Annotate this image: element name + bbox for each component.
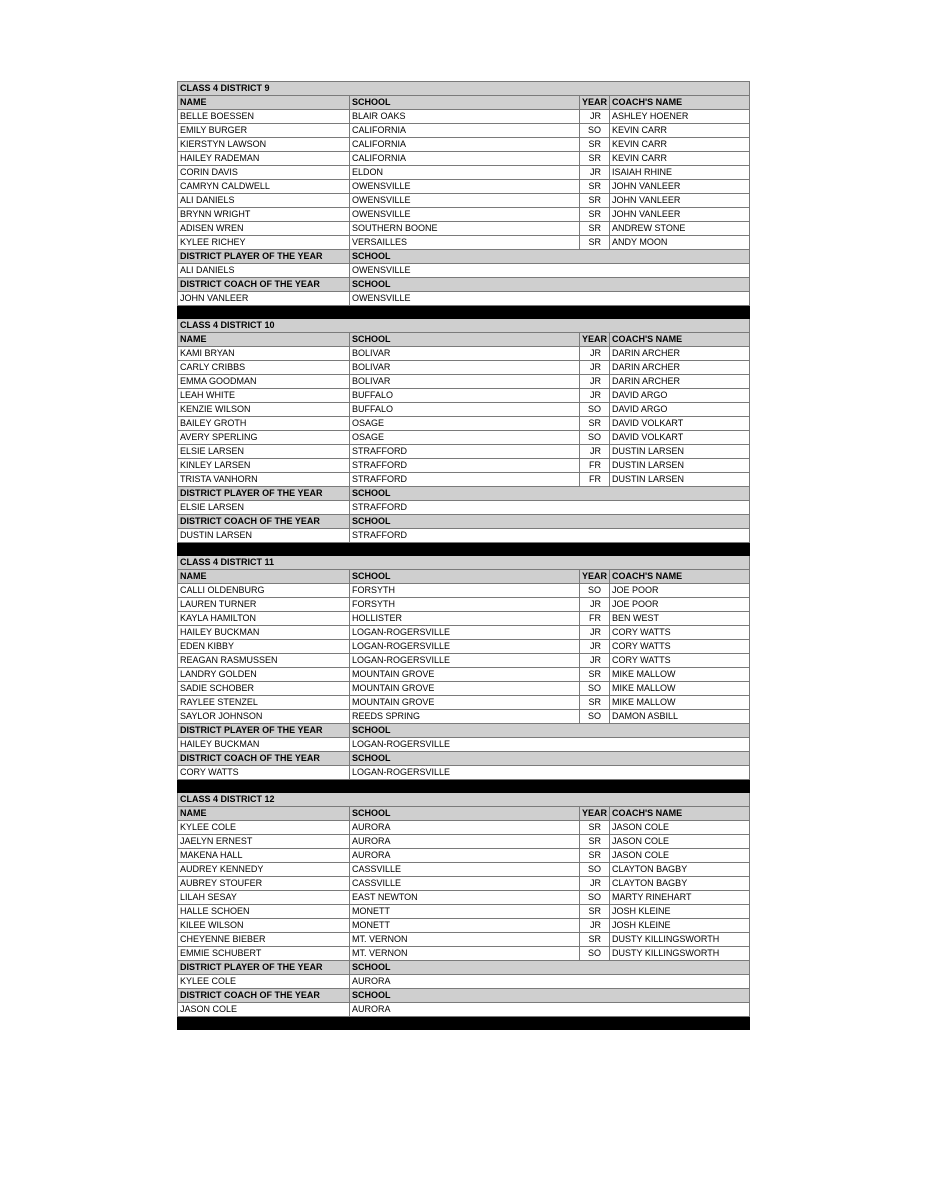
player-name: LEAH WHITE [178, 389, 350, 403]
player-year: JR [580, 445, 610, 459]
coach-name: BEN WEST [610, 612, 750, 626]
player-name: MAKENA HALL [178, 849, 350, 863]
district-separator [178, 306, 750, 319]
player-name: CARLY CRIBBS [178, 361, 350, 375]
coach-name: ANDY MOON [610, 236, 750, 250]
table-row [178, 236, 750, 250]
player-school: MT. VERNON [350, 947, 580, 961]
coach-of-year-label: DISTRICT COACH OF THE YEAR [178, 515, 350, 529]
player-year: JR [580, 654, 610, 668]
player-year: SO [580, 124, 610, 138]
header-name: NAME [178, 570, 350, 584]
coach-name: MIKE MALLOW [610, 682, 750, 696]
player-school: VERSAILLES [350, 236, 580, 250]
header-name: NAME [178, 96, 350, 110]
coach-name: DUSTY KILLINGSWORTH [610, 933, 750, 947]
player-year: JR [580, 626, 610, 640]
player-name: AUBREY STOUFER [178, 877, 350, 891]
table-row [178, 598, 750, 612]
player-name: JAELYN ERNEST [178, 835, 350, 849]
player-school: CALIFORNIA [350, 138, 580, 152]
player-name: KINLEY LARSEN [178, 459, 350, 473]
player-name: CALLI OLDENBURG [178, 584, 350, 598]
coach-name: JOE POOR [610, 584, 750, 598]
player-name: AUDREY KENNEDY [178, 863, 350, 877]
coach-name: KEVIN CARR [610, 138, 750, 152]
table-row [178, 863, 750, 877]
player-school: OWENSVILLE [350, 194, 580, 208]
player-school: BOLIVAR [350, 375, 580, 389]
coach-name: DARIN ARCHER [610, 361, 750, 375]
player-of-year-row [178, 975, 750, 989]
coach-name: DUSTIN LARSEN [610, 445, 750, 459]
player-name: EMMA GOODMAN [178, 375, 350, 389]
player-school: MONETT [350, 905, 580, 919]
player-year: JR [580, 110, 610, 124]
header-year: YEAR [580, 570, 610, 584]
coach-name: JOHN VANLEER [610, 208, 750, 222]
player-name: BRYNN WRIGHT [178, 208, 350, 222]
player-of-year-label: DISTRICT PLAYER OF THE YEAR [178, 724, 350, 738]
table-row [178, 194, 750, 208]
player-school: AURORA [350, 821, 580, 835]
player-year: SR [580, 236, 610, 250]
coach-name: DUSTIN LARSEN [610, 459, 750, 473]
header-coach: COACH'S NAME [610, 570, 750, 584]
district-separator [178, 780, 750, 793]
player-year: SR [580, 194, 610, 208]
district-separator [178, 1017, 750, 1030]
coach-name: JOHN VANLEER [610, 180, 750, 194]
coach-name: CORY WATTS [610, 640, 750, 654]
coach-name: ANDREW STONE [610, 222, 750, 236]
player-year: JR [580, 919, 610, 933]
coach-name: ISAIAH RHINE [610, 166, 750, 180]
header-coach: COACH'S NAME [610, 96, 750, 110]
player-of-year-label: DISTRICT PLAYER OF THE YEAR [178, 250, 350, 264]
player-year: JR [580, 598, 610, 612]
district-title: CLASS 4 DISTRICT 10 [178, 319, 750, 333]
separator-bar [178, 780, 750, 793]
player-year: SR [580, 138, 610, 152]
table-row [178, 459, 750, 473]
player-of-year-name: HAILEY BUCKMAN [178, 738, 350, 752]
district-title: CLASS 4 DISTRICT 12 [178, 793, 750, 807]
table-row [178, 361, 750, 375]
table-row [178, 696, 750, 710]
player-year: SR [580, 222, 610, 236]
header-year: YEAR [580, 96, 610, 110]
player-name: HAILEY BUCKMAN [178, 626, 350, 640]
column-header-row [178, 570, 750, 584]
player-of-year-header-row [178, 724, 750, 738]
player-school: CALIFORNIA [350, 124, 580, 138]
table-row [178, 821, 750, 835]
player-school: STRAFFORD [350, 459, 580, 473]
table-row [178, 640, 750, 654]
player-year: SO [580, 584, 610, 598]
player-name: LAUREN TURNER [178, 598, 350, 612]
coach-name: KEVIN CARR [610, 124, 750, 138]
player-year: JR [580, 375, 610, 389]
coach-of-year-name: JOHN VANLEER [178, 292, 350, 306]
header-coach: COACH'S NAME [610, 807, 750, 821]
player-school: FORSYTH [350, 584, 580, 598]
table-row [178, 403, 750, 417]
column-header-row [178, 807, 750, 821]
player-name: LILAH SESAY [178, 891, 350, 905]
coach-of-year-header-row [178, 989, 750, 1003]
player-school: OWENSVILLE [350, 208, 580, 222]
table-row [178, 124, 750, 138]
player-name: BELLE BOESSEN [178, 110, 350, 124]
player-school: LOGAN-ROGERSVILLE [350, 654, 580, 668]
coach-of-year-school: LOGAN-ROGERSVILLE [350, 766, 750, 780]
player-school: HOLLISTER [350, 612, 580, 626]
player-school: MT. VERNON [350, 933, 580, 947]
player-of-year-school: OWENSVILLE [350, 264, 750, 278]
player-name: KIERSTYN LAWSON [178, 138, 350, 152]
coach-of-year-label: DISTRICT COACH OF THE YEAR [178, 752, 350, 766]
coach-of-year-school-label: SCHOOL [350, 752, 750, 766]
separator-bar [178, 1017, 750, 1030]
player-of-year-row [178, 264, 750, 278]
table-row [178, 905, 750, 919]
player-school: CALIFORNIA [350, 152, 580, 166]
player-of-year-school-label: SCHOOL [350, 724, 750, 738]
player-name: CAMRYN CALDWELL [178, 180, 350, 194]
coach-name: DUSTIN LARSEN [610, 473, 750, 487]
coach-name: CORY WATTS [610, 654, 750, 668]
coach-of-year-header-row [178, 752, 750, 766]
player-name: KENZIE WILSON [178, 403, 350, 417]
header-school: SCHOOL [350, 333, 580, 347]
coach-of-year-school: OWENSVILLE [350, 292, 750, 306]
player-name: EMILY BURGER [178, 124, 350, 138]
table-row [178, 180, 750, 194]
player-of-year-school-label: SCHOOL [350, 250, 750, 264]
separator-bar [178, 306, 750, 319]
header-school: SCHOOL [350, 96, 580, 110]
player-year: FR [580, 612, 610, 626]
player-name: TRISTA VANHORN [178, 473, 350, 487]
player-year: SR [580, 696, 610, 710]
player-year: SR [580, 417, 610, 431]
player-of-year-row [178, 501, 750, 515]
coach-of-year-name: DUSTIN LARSEN [178, 529, 350, 543]
coach-name: JOSH KLEINE [610, 919, 750, 933]
coach-of-year-name: JASON COLE [178, 1003, 350, 1017]
table-row [178, 473, 750, 487]
coach-name: JASON COLE [610, 835, 750, 849]
player-of-year-row [178, 738, 750, 752]
player-year: SO [580, 431, 610, 445]
player-name: CHEYENNE BIEBER [178, 933, 350, 947]
table-row [178, 933, 750, 947]
player-name: ADISEN WREN [178, 222, 350, 236]
player-school: OSAGE [350, 417, 580, 431]
coach-name: KEVIN CARR [610, 152, 750, 166]
coach-name: DAVID ARGO [610, 389, 750, 403]
player-name: KAMI BRYAN [178, 347, 350, 361]
coach-name: JASON COLE [610, 849, 750, 863]
player-school: MOUNTAIN GROVE [350, 696, 580, 710]
player-name: KAYLA HAMILTON [178, 612, 350, 626]
header-year: YEAR [580, 333, 610, 347]
player-school: AURORA [350, 835, 580, 849]
column-header-row [178, 333, 750, 347]
player-school: BOLIVAR [350, 361, 580, 375]
player-school: OWENSVILLE [350, 180, 580, 194]
player-year: SR [580, 180, 610, 194]
player-name: CORIN DAVIS [178, 166, 350, 180]
coach-name: DARIN ARCHER [610, 375, 750, 389]
coach-name: DARIN ARCHER [610, 347, 750, 361]
table-row [178, 584, 750, 598]
player-name: HAILEY RADEMAN [178, 152, 350, 166]
player-of-year-school-label: SCHOOL [350, 487, 750, 501]
coach-name: MARTY RINEHART [610, 891, 750, 905]
table-row [178, 208, 750, 222]
player-name: KILEE WILSON [178, 919, 350, 933]
player-school: AURORA [350, 849, 580, 863]
player-school: FORSYTH [350, 598, 580, 612]
table-row [178, 431, 750, 445]
table-row [178, 654, 750, 668]
player-of-year-school: STRAFFORD [350, 501, 750, 515]
player-school: LOGAN-ROGERSVILLE [350, 640, 580, 654]
player-school: OSAGE [350, 431, 580, 445]
player-name: HALLE SCHOEN [178, 905, 350, 919]
district-title-row [178, 82, 750, 96]
header-name: NAME [178, 333, 350, 347]
player-name: RAYLEE STENZEL [178, 696, 350, 710]
table-row [178, 389, 750, 403]
coach-name: MIKE MALLOW [610, 696, 750, 710]
coach-name: DAMON ASBILL [610, 710, 750, 724]
player-year: SO [580, 710, 610, 724]
player-school: STRAFFORD [350, 445, 580, 459]
player-year: SR [580, 668, 610, 682]
table-row [178, 710, 750, 724]
player-year: SO [580, 863, 610, 877]
player-year: SO [580, 682, 610, 696]
player-year: SR [580, 821, 610, 835]
table-row [178, 138, 750, 152]
coach-name: JOE POOR [610, 598, 750, 612]
table-row [178, 417, 750, 431]
player-year: SR [580, 849, 610, 863]
player-year: JR [580, 166, 610, 180]
all-district-sheet [177, 81, 749, 1030]
table-row [178, 152, 750, 166]
player-year: JR [580, 347, 610, 361]
player-of-year-label: DISTRICT PLAYER OF THE YEAR [178, 961, 350, 975]
player-of-year-school: AURORA [350, 975, 750, 989]
table-row [178, 626, 750, 640]
coach-of-year-row [178, 766, 750, 780]
player-year: SR [580, 152, 610, 166]
table-row [178, 375, 750, 389]
player-name: KYLEE COLE [178, 821, 350, 835]
coach-name: CLAYTON BAGBY [610, 877, 750, 891]
coach-of-year-label: DISTRICT COACH OF THE YEAR [178, 989, 350, 1003]
coach-of-year-row [178, 1003, 750, 1017]
player-school: SOUTHERN BOONE [350, 222, 580, 236]
player-name: ELSIE LARSEN [178, 445, 350, 459]
player-name: EDEN KIBBY [178, 640, 350, 654]
separator-bar [178, 543, 750, 556]
player-school: CASSVILLE [350, 877, 580, 891]
player-year: JR [580, 877, 610, 891]
coach-name: JASON COLE [610, 821, 750, 835]
player-name: SAYLOR JOHNSON [178, 710, 350, 724]
player-name: ALI DANIELS [178, 194, 350, 208]
column-header-row [178, 96, 750, 110]
coach-of-year-school: AURORA [350, 1003, 750, 1017]
table-row [178, 445, 750, 459]
district-title-row [178, 319, 750, 333]
player-school: MOUNTAIN GROVE [350, 682, 580, 696]
player-school: CASSVILLE [350, 863, 580, 877]
table-row [178, 222, 750, 236]
player-year: JR [580, 389, 610, 403]
coach-name: ASHLEY HOENER [610, 110, 750, 124]
table-row [178, 682, 750, 696]
player-school: ELDON [350, 166, 580, 180]
player-name: AVERY SPERLING [178, 431, 350, 445]
player-of-year-header-row [178, 487, 750, 501]
player-year: FR [580, 459, 610, 473]
coach-name: DAVID VOLKART [610, 431, 750, 445]
header-name: NAME [178, 807, 350, 821]
player-of-year-school-label: SCHOOL [350, 961, 750, 975]
table-row [178, 877, 750, 891]
header-year: YEAR [580, 807, 610, 821]
coach-name: DAVID VOLKART [610, 417, 750, 431]
coach-name: DUSTY KILLINGSWORTH [610, 947, 750, 961]
player-school: BLAIR OAKS [350, 110, 580, 124]
district-title-row [178, 793, 750, 807]
coach-of-year-row [178, 292, 750, 306]
player-school: MOUNTAIN GROVE [350, 668, 580, 682]
player-school: REEDS SPRING [350, 710, 580, 724]
player-year: SR [580, 933, 610, 947]
all-district-table [177, 81, 750, 1030]
player-name: SADIE SCHOBER [178, 682, 350, 696]
coach-of-year-header-row [178, 515, 750, 529]
player-of-year-name: ALI DANIELS [178, 264, 350, 278]
player-name: BAILEY GROTH [178, 417, 350, 431]
player-name: REAGAN RASMUSSEN [178, 654, 350, 668]
coach-name: JOHN VANLEER [610, 194, 750, 208]
player-year: JR [580, 640, 610, 654]
player-school: STRAFFORD [350, 473, 580, 487]
player-school: BUFFALO [350, 403, 580, 417]
player-of-year-label: DISTRICT PLAYER OF THE YEAR [178, 487, 350, 501]
table-row [178, 947, 750, 961]
player-school: MONETT [350, 919, 580, 933]
table-row [178, 835, 750, 849]
player-year: SR [580, 208, 610, 222]
player-year: FR [580, 473, 610, 487]
header-school: SCHOOL [350, 570, 580, 584]
player-name: EMMIE SCHUBERT [178, 947, 350, 961]
player-of-year-name: KYLEE COLE [178, 975, 350, 989]
player-year: JR [580, 361, 610, 375]
player-year: SO [580, 403, 610, 417]
table-row [178, 347, 750, 361]
player-name: KYLEE RICHEY [178, 236, 350, 250]
coach-name: DAVID ARGO [610, 403, 750, 417]
table-row [178, 612, 750, 626]
player-school: BOLIVAR [350, 347, 580, 361]
header-school: SCHOOL [350, 807, 580, 821]
player-year: SO [580, 891, 610, 905]
player-of-year-header-row [178, 961, 750, 975]
coach-of-year-school-label: SCHOOL [350, 278, 750, 292]
district-title: CLASS 4 DISTRICT 11 [178, 556, 750, 570]
coach-of-year-school-label: SCHOOL [350, 515, 750, 529]
player-school: BUFFALO [350, 389, 580, 403]
player-year: SR [580, 905, 610, 919]
player-of-year-name: ELSIE LARSEN [178, 501, 350, 515]
coach-name: MIKE MALLOW [610, 668, 750, 682]
table-row [178, 849, 750, 863]
table-row [178, 166, 750, 180]
table-body [178, 82, 750, 1030]
district-title: CLASS 4 DISTRICT 9 [178, 82, 750, 96]
coach-name: CLAYTON BAGBY [610, 863, 750, 877]
player-year: SO [580, 947, 610, 961]
player-of-year-header-row [178, 250, 750, 264]
table-row [178, 891, 750, 905]
header-coach: COACH'S NAME [610, 333, 750, 347]
coach-name: CORY WATTS [610, 626, 750, 640]
coach-name: JOSH KLEINE [610, 905, 750, 919]
player-school: EAST NEWTON [350, 891, 580, 905]
table-row [178, 110, 750, 124]
player-name: LANDRY GOLDEN [178, 668, 350, 682]
coach-of-year-header-row [178, 278, 750, 292]
table-row [178, 668, 750, 682]
player-year: SR [580, 835, 610, 849]
coach-of-year-school-label: SCHOOL [350, 989, 750, 1003]
coach-of-year-label: DISTRICT COACH OF THE YEAR [178, 278, 350, 292]
table-row [178, 919, 750, 933]
player-of-year-school: LOGAN-ROGERSVILLE [350, 738, 750, 752]
coach-of-year-row [178, 529, 750, 543]
coach-of-year-name: CORY WATTS [178, 766, 350, 780]
coach-of-year-school: STRAFFORD [350, 529, 750, 543]
district-title-row [178, 556, 750, 570]
player-school: LOGAN-ROGERSVILLE [350, 626, 580, 640]
district-separator [178, 543, 750, 556]
